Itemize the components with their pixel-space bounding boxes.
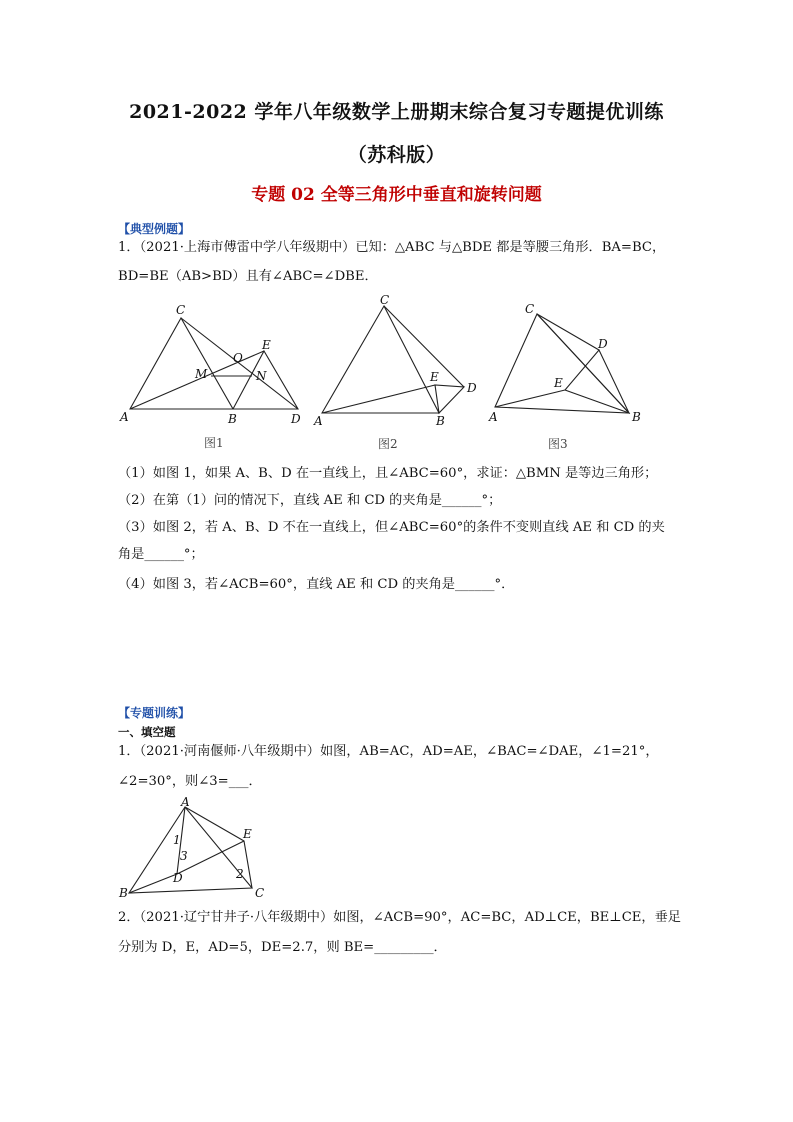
doc-subtitle: 专题 02 全等三角形中垂直和旋转问题 [251, 185, 542, 205]
fig1-label-a: A [120, 410, 129, 424]
fig2-caption: 图2 [378, 437, 398, 451]
fig2-line-cd [384, 306, 464, 387]
fig4-angle-3: 3 [180, 849, 188, 863]
fig3-label-d: D [598, 337, 608, 351]
fig4-label-a: A [181, 795, 190, 809]
figure-3 [486, 296, 656, 456]
figure-4 [116, 794, 276, 904]
section-heading-training: 【专题训练】 [118, 706, 191, 720]
section-heading-typical: 【典型例题】 [118, 222, 191, 236]
fig3-caption: 图3 [548, 437, 568, 451]
ex1-question-1: （1）如图 1，如果 A、B、D 在一直线上，且∠ABC=60°，求证：△BMN 是等边三角形； [118, 466, 658, 481]
fig1-label-m: M [195, 367, 208, 381]
fig3-label-c: C [525, 302, 535, 316]
ex1-question-3b: 角是______°； [118, 547, 204, 562]
p2-line2: 分别为 D，E，AD=5，DE=2.7，则 BE=_________． [118, 940, 447, 955]
fig3-line-cd [537, 314, 599, 350]
fig3-line-cb-extra [537, 314, 629, 413]
fig4-label-e: E [243, 827, 252, 841]
figure-2 [312, 292, 492, 456]
fig2-label-d: D [467, 381, 477, 395]
ex1-line2: BD=BE（AB>BD）且有∠ABC=∠DBE． [118, 269, 378, 284]
fig4-label-d: D [173, 871, 183, 885]
fig1-caption: 图1 [204, 436, 224, 450]
fig1-triangle-abc [130, 318, 233, 409]
fill-blank-heading: 一、填空题 [118, 725, 176, 739]
fig2-line-ae [322, 385, 435, 413]
doc-title-line2: （苏科版） [347, 144, 446, 166]
fig2-label-a: A [314, 414, 323, 428]
fig1-label-d: D [291, 412, 301, 426]
fig1-label-o: O [233, 351, 243, 365]
p1-line1: 1．（2021·河南偃师·八年级期中）如图，AB=AC，AD=AE，∠BAC=∠DAE，∠1=21°， [118, 744, 659, 759]
p2-line1: 2．（2021·辽宁甘井子·八年级期中）如图，∠ACB=90°，AC=BC，AD⊥CE，BE⊥CE，垂足 [118, 910, 681, 925]
ex1-question-2: （2）在第（1）问的情况下，直线 AE 和 CD 的夹角是______°； [118, 493, 502, 508]
fig4-label-c: C [255, 886, 265, 900]
ex1-question-3a: （3）如图 2，若 A、B、D 不在一直线上，但∠ABC=60°的条件不变则直线 AE 和 CD 的夹 [118, 520, 665, 535]
p1-line2: ∠2=30°，则∠3=___． [118, 774, 262, 789]
fig3-line-ae [495, 390, 565, 407]
fig4-label-b: B [119, 886, 128, 900]
fig4-triangle-abc [129, 807, 252, 893]
fig4-angle-1: 1 [173, 833, 181, 847]
fig3-triangle-bde [565, 350, 629, 413]
figure-1 [118, 300, 318, 456]
fig2-triangle-abc [322, 306, 439, 413]
fig3-label-b: B [632, 410, 641, 424]
ex1-question-4: （4）如图 3，若∠ACB=60°，直线 AE 和 CD 的夹角是______°． [118, 577, 515, 592]
fig3-label-e: E [554, 376, 563, 390]
fig1-label-n: N [256, 369, 267, 383]
doc-title-line1: 2021-2022 学年八年级数学上册期末综合复习专题提优训练 [129, 101, 664, 123]
fig1-label-b: B [228, 412, 237, 426]
fig2-label-e: E [430, 370, 439, 384]
fig1-label-e: E [262, 338, 271, 352]
ex1-line1: 1．（2021·上海市傅雷中学八年级期中）已知：△ABC 与△BDE 都是等腰三角形．BA=BC， [118, 240, 666, 255]
fig4-angle-2: 2 [236, 867, 244, 881]
fig2-triangle-bde [435, 385, 464, 413]
fig3-label-a: A [489, 410, 498, 424]
fig2-label-b: B [436, 414, 445, 428]
fig2-label-c: C [380, 293, 390, 307]
fig1-label-c: C [176, 303, 186, 317]
